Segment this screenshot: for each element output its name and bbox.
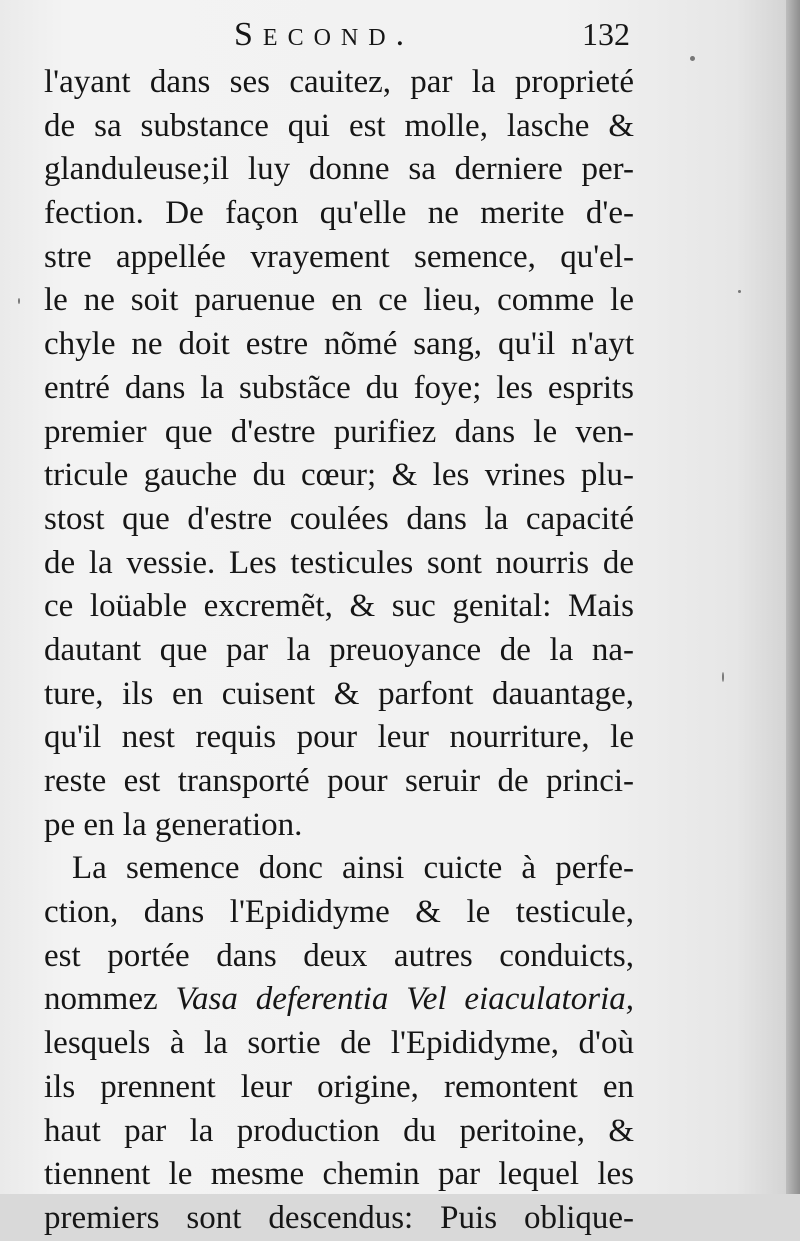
text-line: premier que d'estre purifiez dans le ven- (44, 413, 634, 450)
text-line: ture, ils en cuisent & parfont dauantage, (44, 675, 634, 712)
text-line: premiers sont descendus: Puis oblique- (44, 1199, 634, 1236)
text-line: qu'il nest requis pour leur nourriture, le (44, 719, 634, 756)
page-header (0, 16, 800, 56)
text-line: fection. De façon qu'elle ne merite d'e- (44, 195, 634, 232)
text-line: de sa substance qui est molle, lasche & (44, 107, 634, 144)
running-head: Second. (234, 16, 415, 53)
text-line: ce loüable excremẽt, & suc genital: Mais (44, 588, 634, 625)
paper-speck (738, 290, 741, 293)
text-line: reste est transporté pour seruir de princi- (44, 763, 634, 799)
paper-speck (18, 298, 20, 304)
text-line: ils prennent leur origine, remontent en (44, 1068, 634, 1105)
text-line: l'ayant dans ses cauitez, par la proprieté (44, 64, 634, 100)
text-line: entré dans la substãce du foye; les esprits (44, 369, 634, 406)
page-number: 132 (582, 16, 630, 52)
text-line: ction, dans l'Epididyme & le testicule, (44, 894, 634, 931)
text-line: pe en la generation. (44, 806, 303, 843)
text-line: le ne soit paruenue en ce lieu, comme le (44, 282, 634, 319)
text-line: lesquels à la sortie de l'Epididyme, d'où (44, 1025, 634, 1062)
text-line: dautant que par la preuoyance de la na- (44, 631, 634, 668)
text-line: tricule gauche du cœur; & les vrines plu- (44, 457, 634, 494)
paper-speck (690, 56, 695, 61)
body-text (44, 61, 634, 1241)
text-line: est portée dans deux autres conduicts, (44, 937, 634, 974)
text-fragment: nommez (44, 981, 158, 1018)
text-line: glanduleuse;il luy donne sa derniere per- (44, 151, 634, 188)
text-line-with-latin-term (44, 978, 634, 1022)
text-line: chyle ne doit estre nõmé sang, qu'il n'ayt (44, 326, 634, 363)
text-line: stre appellée vrayement semence, qu'el- (44, 238, 634, 275)
text-line: de la vessie. Les testicules sont nourris de (44, 544, 634, 581)
text-line: stost que d'estre coulées dans la capacité (44, 500, 634, 537)
page-edge-shadow (786, 0, 800, 1194)
text-line: haut par la production du peritoine, & (44, 1112, 634, 1149)
latin-term: Vasa deferentia Vel eiaculatoria, (175, 981, 634, 1018)
text-line: tiennent le mesme chemin par lequel les (44, 1156, 634, 1193)
paper-speck (722, 672, 724, 682)
paragraph-start-line: La semence donc ainsi cuicte à perfe- (72, 850, 634, 887)
